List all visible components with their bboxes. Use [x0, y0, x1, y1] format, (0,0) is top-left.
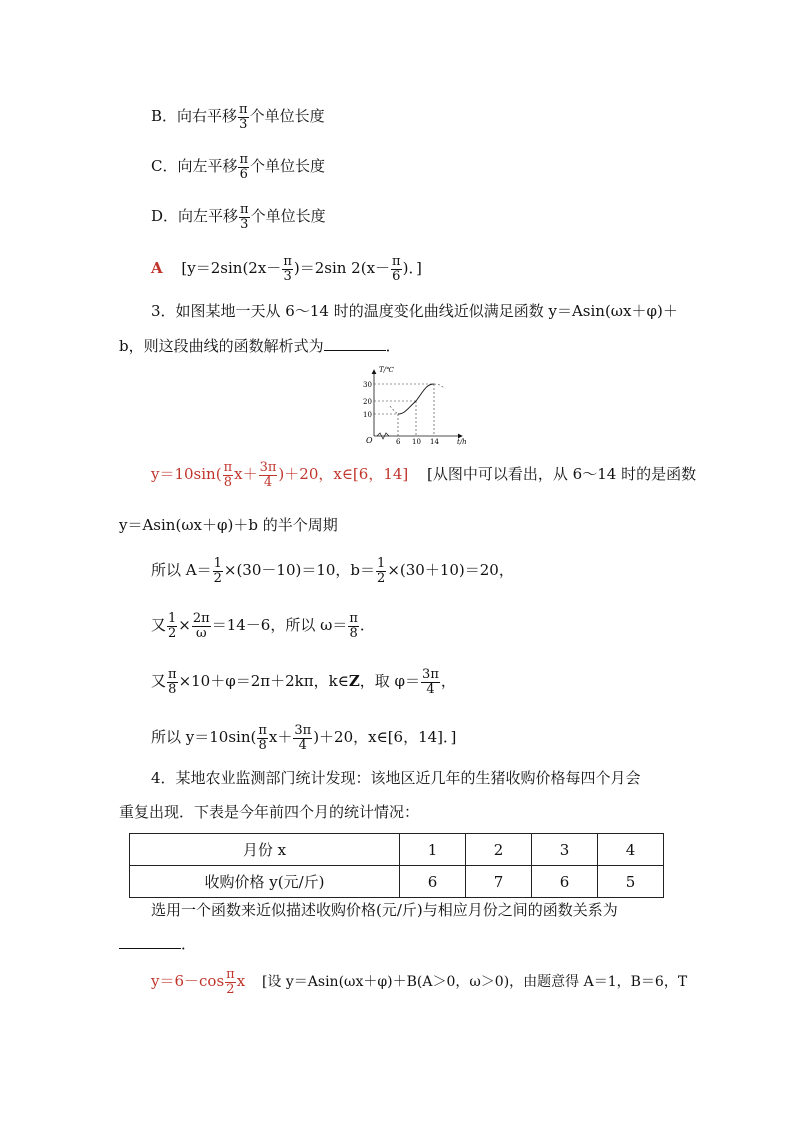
fraction: $\frac{\pi}{8}$: [168, 667, 177, 697]
fraction: $\frac{\pi}{8}$: [349, 611, 358, 641]
table-cell: 5: [598, 866, 664, 898]
y-axis-label: T/℃: [379, 366, 394, 374]
fraction: $\frac{\pi}{3}$: [283, 254, 292, 284]
fraction: $\frac{\pi}{8}$: [258, 723, 267, 753]
price-table: [129, 833, 664, 898]
q3-answer-line: y＝10sin( $\frac{\pi}{8}$ x＋ $\frac{3\pi}{4}$ )＋20，x∈[6，14] [从图中可以看出，从 6～14 时的是函数: [151, 460, 697, 490]
q4-answer-line: y＝6－cos $\frac{\pi}{2}$ x [设 y＝Asin(ωx＋φ)＋B(A＞0，ω＞0)，由题意得 A＝1，B＝6，T: [151, 967, 688, 997]
answer-letter: A: [151, 259, 163, 278]
fraction: $\frac{1}{2}$: [213, 556, 222, 586]
table-cell: 6: [400, 866, 466, 898]
fraction: $\frac{3\pi}{4}$: [422, 667, 439, 697]
table-cell: 4: [598, 834, 664, 866]
y-tick-20: 20: [363, 398, 372, 406]
x-axis-label: t/h: [457, 438, 467, 446]
q3-explanation-line2: y＝Asin(ωx＋φ)＋b 的半个周期: [119, 516, 338, 534]
fraction: $\frac{1}{2}$: [377, 556, 386, 586]
table-cell: 2: [466, 834, 532, 866]
answer-blank: [119, 934, 181, 949]
guide-lines: [374, 384, 444, 436]
y-tick-10: 10: [363, 411, 372, 419]
y-tick-30: 30: [363, 381, 372, 389]
answer-blank: [324, 336, 386, 351]
q4-answer: y＝6－cos $\frac{\pi}{2}$ x: [151, 967, 246, 997]
origin-label: O: [366, 436, 373, 445]
fraction: $\frac{3\pi}{4}$: [259, 460, 277, 490]
x-tick-14: 14: [430, 438, 439, 446]
q4-stem-line2: 重复出现．下表是今年前四个月的统计情况：: [119, 803, 420, 821]
table-cell: 7: [466, 866, 532, 898]
fraction: $\frac{1}{2}$: [168, 611, 177, 641]
fraction: $\frac{3\pi}{4}$: [294, 723, 312, 753]
q3-stem-line2: b，则这段曲线的函数解析式为 ．: [119, 337, 401, 355]
fraction: $\frac{\pi}{2}$: [226, 967, 235, 997]
q3-stem-line1: 3．如图某地一天从 6～14 时的温度变化曲线近似满足函数 y＝Asin(ωx＋φ)＋: [151, 302, 678, 320]
option-c: C．向左平移 $\frac{\pi}{6}$ 个单位长度: [151, 152, 326, 182]
q4-stem-line3: 选用一个函数来近似描述收购价格(元/斤)与相应月份之间的函数关系为: [151, 901, 618, 919]
q4-stem-line1: 4．某地农业监测部门统计发现：该地区近几年的生猪收购价格每四个月会: [151, 769, 641, 787]
table-row: [130, 834, 664, 866]
q4-stem-line4: ．: [119, 934, 196, 952]
option-d: D．向左平移 $\frac{\pi}{3}$ 个单位长度: [151, 202, 326, 232]
table-header-month: 月份 x: [130, 834, 400, 866]
q3-step-4: 所以 y＝10sin( $\frac{\pi}{8}$ x＋ $\frac{3\pi}{4}$ )＋20，x∈[6，14]．]: [151, 723, 457, 753]
table-cell: 3: [532, 834, 598, 866]
temperature-graph: [360, 364, 470, 446]
table-cell: 1: [400, 834, 466, 866]
x-tick-10: 10: [412, 438, 421, 446]
fraction: $\frac{\pi}{3}$: [239, 102, 248, 132]
table-cell: 6: [532, 866, 598, 898]
x-tick-6: 6: [396, 438, 401, 446]
fraction: $\frac{\pi}{6}$: [239, 152, 249, 182]
answer-previous: A [y＝2sin(2x－ $\frac{\pi}{3}$ )＝2sin 2(x－ $\frac{\pi}{6}$ )．]: [151, 254, 422, 284]
q3-step-2: 又 $\frac{1}{2}$ × $\frac{2\pi}{\omega}$ ＝14－6，所以 ω＝ $\frac{\pi}{8}$ ．: [151, 611, 375, 641]
fraction: $\frac{2\pi}{\omega}$: [192, 611, 210, 641]
q3-step-3: 又 $\frac{\pi}{8}$ ×10＋φ＝2π＋2kπ，k∈Z，取 φ＝ $\frac{3\pi}{4}$ ，: [151, 667, 456, 697]
fraction: $\frac{\pi}{3}$: [240, 202, 249, 232]
q3-step-1: 所以 A＝ $\frac{1}{2}$ ×(30－10)＝10，b＝ $\frac{1}{2}$ ×(30＋10)＝20，: [151, 556, 514, 586]
fraction: $\frac{\pi}{6}$: [392, 254, 401, 284]
fraction: $\frac{\pi}{8}$: [223, 460, 233, 490]
table-header-price: 收购价格 y(元/斤): [130, 866, 400, 898]
table-row: [130, 866, 664, 898]
q3-answer: y＝10sin( $\frac{\pi}{8}$ x＋ $\frac{3\pi}{4}$ )＋20，x∈[6，14]: [151, 460, 409, 490]
option-b: B．向右平移 $\frac{\pi}{3}$ 个单位长度: [151, 102, 325, 132]
